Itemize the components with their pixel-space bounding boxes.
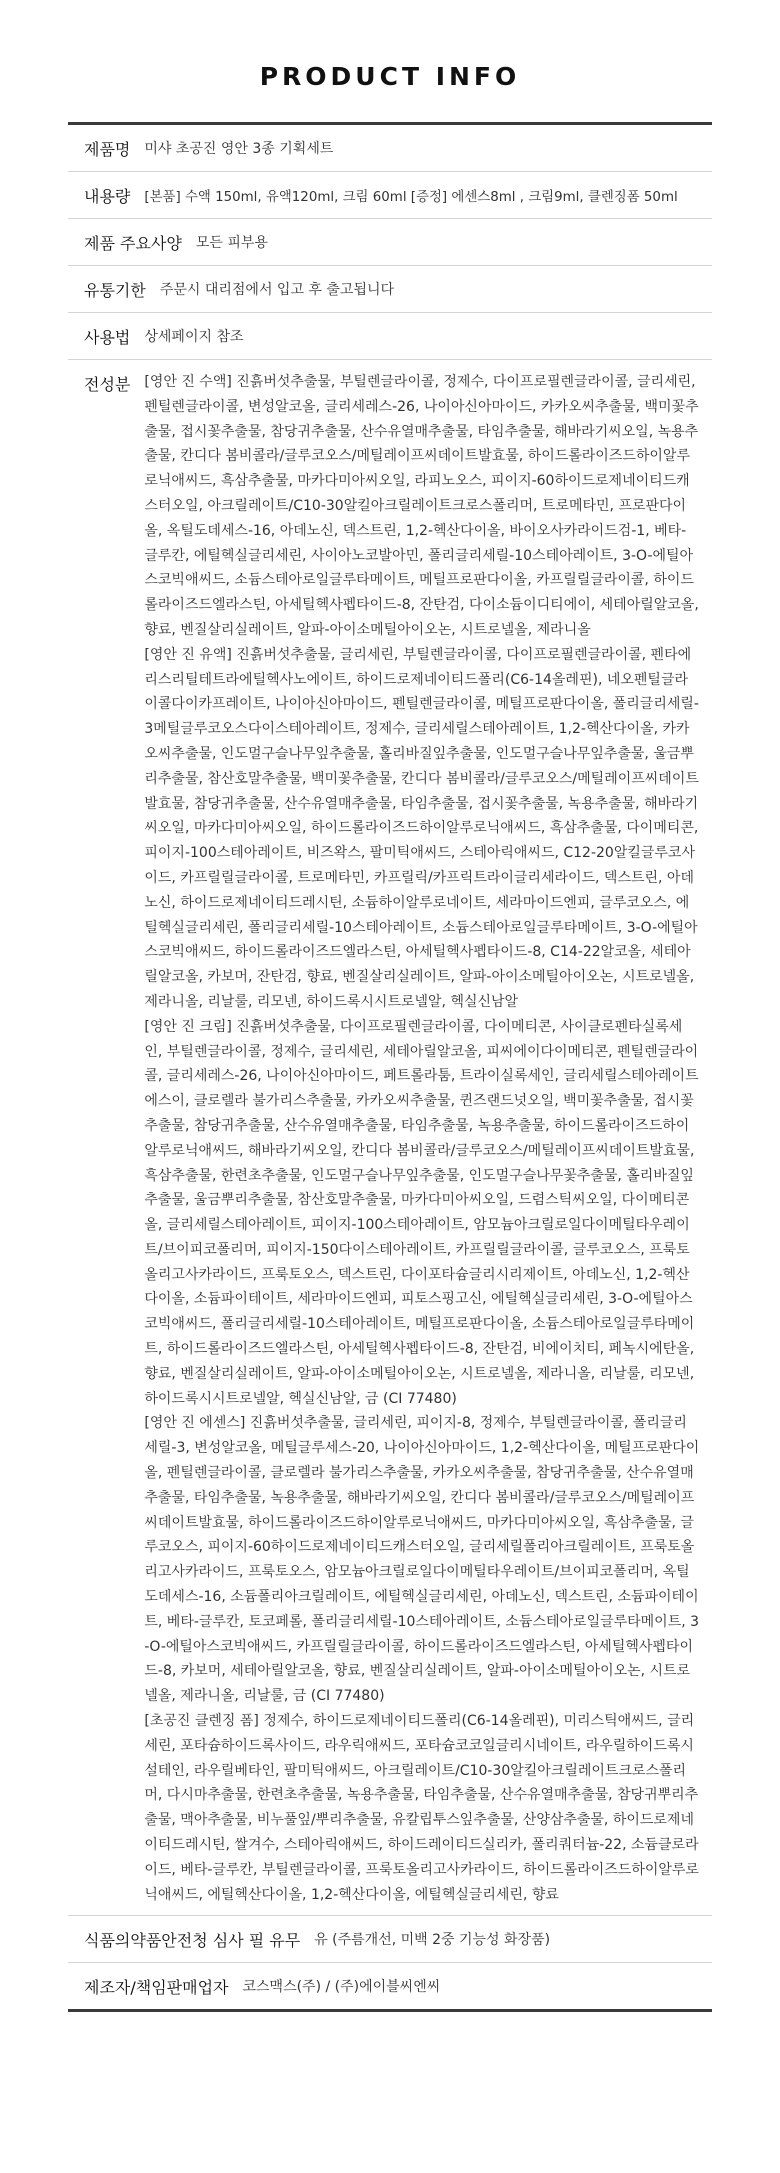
page-title: PRODUCT INFO [259,62,521,91]
usage-label: 사용법 [84,327,131,347]
row-ingredients [68,360,712,1916]
product-name-value: 미샤 초공진 영안 3종 기획세트 [144,141,334,157]
expiry-label: 유통기한 [84,280,146,300]
maker-value: 코스맥스(주) / (주)에이블씨엔씨 [242,1979,441,1996]
maker-label: 제조자/책임판매업자 [84,1977,229,1997]
table-bottom-rule [68,2009,712,2012]
ingredients-block-emulsion: [영안 진 유액] 진흙버섯추출물, 글리세린, 부틸렌글라이콜, 다이프로필렌글라이콜, 펜타에리스리틸테트라에틸헥사노에이트, 하이드로제네이티드폴리(C6-14올레핀), 네오펜틸글라이콜다이카프레이트, 나이아신아마이드, 펜틸렌글라이콜, 메틸프로판다이올, 폴리글리세릴-3메틸글루코오스다이스테아레이트, 정제수, 글리세릴스테아레이트, 1,2-헥산다이올, 카카오씨추출물, 인도멀구슬나무잎추출물, 홀리바질잎추출물, 인도멀구슬나무잎추출물, 울금뿌리추출물, 참산호말추출물, 백미꽃추출물, 칸디다 봄비콜라/글루코오스/메틸레이프씨데이트발효물, 참당귀추출물, 산수유열매추출물, 타임추출물, 접시꽃추출물, 녹용추출물, 해바라기씨오일, 마카다미아씨오일, 하이드롤라이즈드하이알루로닉애씨드, 흑삼추출물, 다이메티콘, 피이지-100스테아레이트, 비즈왁스, 팔미틱애씨드, 스테아릭애씨드, C12-20알킬글루코사이드, 카프릴릴글라이콜, 트로메타민, 카프릴릭/카프릭트라이글리세라이드, 덱스트린, 아데노신, 하이드로제네이티드레시틴, 소듐하이알루로네이트, 세라마이드엔피, 글루코오스, 에틸헥실글리세린, 폴리글리세릴-10스테아레이트, 소듐스테아로일글루타메이트, 3-O-에틸아스코빅애씨드, 하이드롤라이즈드엘라스틴, 아세틸헥사펩타이드-8, C14-22알코올, 세테아릴알코올, 카보머, 잔탄검, 향료, 벤질살리실레이트, 알파-아이소메틸아이오논, 시트로넬올, 제라니올, 리날룰, 리모넨, 하이드록시시트로넬알, 헥실신남알 [144,646,699,1010]
approval-label: 식품의약품안전청 심사 필 유무 [84,1930,301,1950]
volume-label: 내용량 [84,186,131,206]
row-expiry [68,266,712,313]
row-volume [68,172,712,219]
row-product-name [68,125,712,172]
main-spec-label: 제품 주요사양 [84,233,182,253]
ingredients-label: 전성분 [84,375,131,394]
ingredients-block-essence: [영안 진 에센스] 진흙버섯추출물, 글리세린, 피이지-8, 정제수, 부틸렌글라이콜, 폴리글리세릴-3, 변성알코올, 메틸글루세스-20, 나이아신아마이드, 1,2-헥산다이올, 메틸프로판다이올, 펜틸렌글라이콜, 클로렐라 불가리스추출물, 카카오씨추출물, 참당귀추출물, 산수유열매추출물, 타임추출물, 녹용추출물, 해바라기씨오일, 칸디다 봄비콜라/글루코오스/메틸레이프씨데이트발효물, 하이드롤라이즈드하이알루로닉애씨드, 마카다미아씨오일, 흑삼추출물, 글루코오스, 피이지-60하이드로제네이티드캐스터오일, 글리세릴폴리아크릴레이트, 프룩토올리고사카라이드, 프룩토오스, 암모늄아크릴로일다이메틸타우레이트/브이피코폴리머, 옥틸도데세스-16, 소듐폴리아크릴레이트, 에틸헥실글리세린, 아데노신, 덱스트린, 소듐파이테이트, 베타-글루칸, 토코페롤, 폴리글리세릴-10스테아레이트, 소듐스테아로일글루타메이트, 3-O-에틸아스코빅애씨드, 카프릴릴글라이콜, 하이드롤라이즈드엘라스틴, 아세틸헥사펩타이드-8, 카보머, 세테아릴알코올, 향료, 벤질살리실레이트, 알파-아이소메틸아이오논, 시트로넬올, 제라니올, 리날룰, 금 (CI 77480) [144,1415,700,1705]
ingredients-block-cream: [영안 진 크림] 진흙버섯추출물, 다이프로필렌글라이콜, 다이메티콘, 사이클로펜타실록세인, 부틸렌글라이콜, 정제수, 글리세린, 세테아릴알코올, 피씨에이다이메티콘, 펜틸렌글라이콜, 글리세레스-26, 나이아신아마이드, 페트롤라툼, 트라이실록세인, 글리세릴스테아레이트에스이, 클로렐라 불가리스추출물, 카카오씨추출물, 퀸즈랜드넛오일, 백미꽃추출물, 접시꽃추출물, 참당귀추출물, 산수유열매추출물, 타임추출물, 녹용추출물, 하이드롤라이즈드하이알루로닉애씨드, 해바라기씨오일, 칸디다 봄비콜라/글루코오스/메틸레이프씨데이트발효물, 흑삼추출물, 한련초추출물, 인도멀구슬나무잎추출물, 인도멀구슬나무꽃추출물, 홀리바질잎추출물, 울금뿌리추출물, 참산호말추출물, 마카다미아씨오일, 드렴스틱씨오일, 다이메티콘올, 글리세릴스테아레이트, 피이지-100스테아레이트, 암모늄아크릴로일다이메틸타우레이트/브이피코폴리머, 피이지-150다이스테아레이트, 카프릴릴글라이콜, 글루코오스, 프룩토올리고사카라이드, 프룩토오스, 덱스트린, 다이포타슘글리시리제이트, 아데노신, 1,2-헥산다이올, 소듐파이테이트, 세라마이드엔피, 피토스핑고신, 에틸헥실글리세린, 3-O-에틸아스코빅애씨드, 폴리글리세릴-10스테아레이트, 메틸프로판다이올, 소듐스테아로일글루타메이트, 하이드롤라이즈드엘라스틴, 아세틸헥사펩타이드-8, 잔탄검, 비에이치티, 페녹시에탄올, 향료, 벤질살리실레이트, 알파-아이소메틸아이오논, 시트로넬올, 제라니올, 리날룰, 리모넨, 하이드록시시트로넬알, 헥실신남알, 금 (CI 77480) [144,1018,699,1407]
ingredients-block-cleansing-foam: [초공진 클렌징 폼] 정제수, 하이드로제네이티드폴리(C6-14올레핀), 미리스틱애씨드, 글리세린, 포타슘하이드록사이드, 라우릭애씨드, 포타슘코코일글리시네이트, 라우릴하이드록시설테인, 라우릴베타인, 팔미틱애씨드, 아크릴레이트/C10-30알킬아크릴레이트크로스폴리머, 다시마추출물, 한련초추출물, 녹용추출물, 타임추출물, 산수유열매추출물, 참당귀뿌리추출물, 맥아추출물, 비누풀잎/뿌리추출물, 유칼립투스잎추출물, 산양삼추출물, 하이드로제네이티드레시틴, 쌀겨수, 스테아릭애씨드, 하이드레이티드실리카, 폴리쿼터늄-22, 소듐클로라이드, 베타-글루칸, 부틸렌글라이콜, 프룩토올리고사카라이드, 하이드롤라이즈드하이알루로닉애씨드, 에틸헥산다이올, 1,2-헥산다이올, 에틸헥실글리세린, 향료 [144,1713,699,1903]
usage-value: 상세페이지 참조 [144,329,244,345]
row-usage [68,313,712,360]
ingredients-block-toner: [영안 진 수액] 진흙버섯추출물, 부틸렌글라이콜, 정제수, 다이프로필렌글라이콜, 글리세린, 펜틸렌글라이콜, 변성알코올, 글리세레스-26, 나이아신아마이드, 카카오씨추출물, 백미꽃추출물, 접시꽃추출물, 참당귀추출물, 산수유열매추출물, 타임추출물, 해바라기씨오일, 녹용추출물, 칸디다 봄비콜라/글루코오스/메틸레이프씨데이트발효물, 하이드롤라이즈드하이알루로닉애씨드, 흑삼추출물, 마카다미아씨오일, 라피노오스, 피이지-60하이드로제네이티드캐스터오일, 아크릴레이트/C10-30알킬아크릴레이트크로스폴리머, 트로메타민, 프로판다이올, 옥틸도데세스-16, 아데노신, 덱스트린, 1,2-헥산다이올, 바이오사카라이드검-1, 베타-글루칸, 에틸헥실글리세린, 사이아노코발아민, 폴리글리세릴-10스테아레이트, 3-O-에틸아스코빅애씨드, 소듐스테아로일글루타메이트, 메틸프로판다이올, 카프릴릴글라이콜, 하이드롤라이즈드엘라스틴, 아세틸헥사펩타이드-8, 잔탄검, 다이소듐이디티에이, 세테아릴알코올, 향료, 벤질살리실레이트, 알파-아이소메틸아이오논, 시트로넬올, 제라니올 [144,374,699,638]
product-info-table [68,122,712,2012]
ingredients-list [130,370,699,1907]
expiry-value: 주문시 대리점에서 입고 후 출고됩니다 [159,282,395,298]
main-spec-value: 모든 피부용 [195,235,268,251]
product-name-label: 제품명 [84,139,131,159]
volume-value: [본품] 수액 150ml, 유액120ml, 크림 60ml [증정] 에센스8ml , 크림9ml, 클렌징폼 50ml [144,189,678,205]
row-maker [68,1963,712,2009]
row-approval [68,1916,712,1963]
row-main-spec [68,219,712,266]
approval-value: 유 (주름개선, 미백 2중 기능성 화장품) [314,1932,551,1949]
